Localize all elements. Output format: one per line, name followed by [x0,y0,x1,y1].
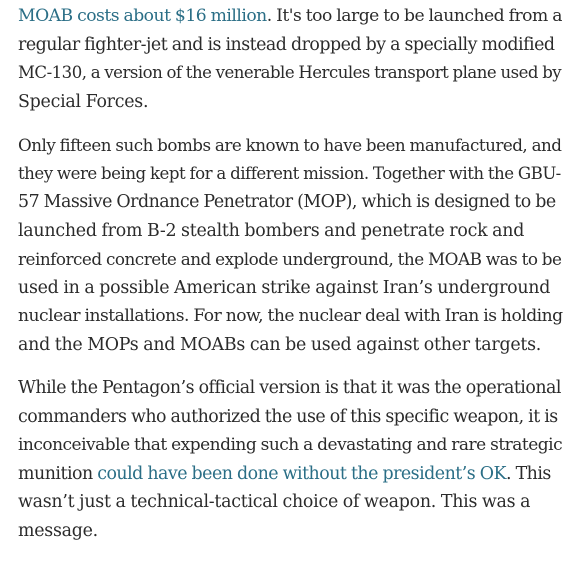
paragraph-line: commanders who authorized the use of this specific weapon, it is [18,406,558,427]
text-run: . This [506,463,551,484]
paragraph-1 [18,2,563,116]
paragraph-line: regular fighter-jet and is instead dropped by a specially modified [18,34,555,55]
paragraph-line: inconceivable that expending such a devastating and rare strategic [18,435,563,455]
moab-cost-link[interactable]: MOAB costs about $16 million [18,6,267,26]
paragraph-line: launched from B-2 stealth bombers and penetrate rock and [18,220,525,241]
paragraph-line [18,2,563,31]
paragraph-line: Special Forces. [18,91,149,112]
paragraph-line: message. [18,520,98,541]
text-run: . It's too large to be launched from a [266,6,562,26]
paragraph-line: Only fifteen such bombs are known to have been manufactured, and [18,135,562,155]
paragraph-line: used in a possible American strike against Iran’s underground [18,277,551,298]
paragraph-line: nuclear installations. For now, the nuclear deal with Iran is holding [18,306,563,326]
presidents-ok-link[interactable]: could have been done without the president’s OK [97,463,507,484]
paragraph-line: MC-130, a version of the venerable Hercules transport plane used by [18,63,562,82]
paragraph-line: While the Pentagon’s official version is that it was the operational [18,378,561,398]
paragraph-line: wasn’t just a technical-tactical choice of weapon. This was a [18,492,531,512]
paragraph-line [18,460,563,489]
text-run: munition [18,463,98,484]
paragraph-line: reinforced concrete and explode underground, the MOAB was to be [18,249,562,269]
paragraph-2 [18,131,563,359]
paragraph-line: and the MOPs and MOABs can be used against other targets. [18,334,542,355]
article-body [18,2,563,560]
paragraph-3 [18,374,563,545]
paragraph-line: 57 Massive Ordnance Penetrator (MOP), which is designed to be [18,192,556,212]
paragraph-line: they were being kept for a different mission. Together with the GBU- [18,163,561,183]
